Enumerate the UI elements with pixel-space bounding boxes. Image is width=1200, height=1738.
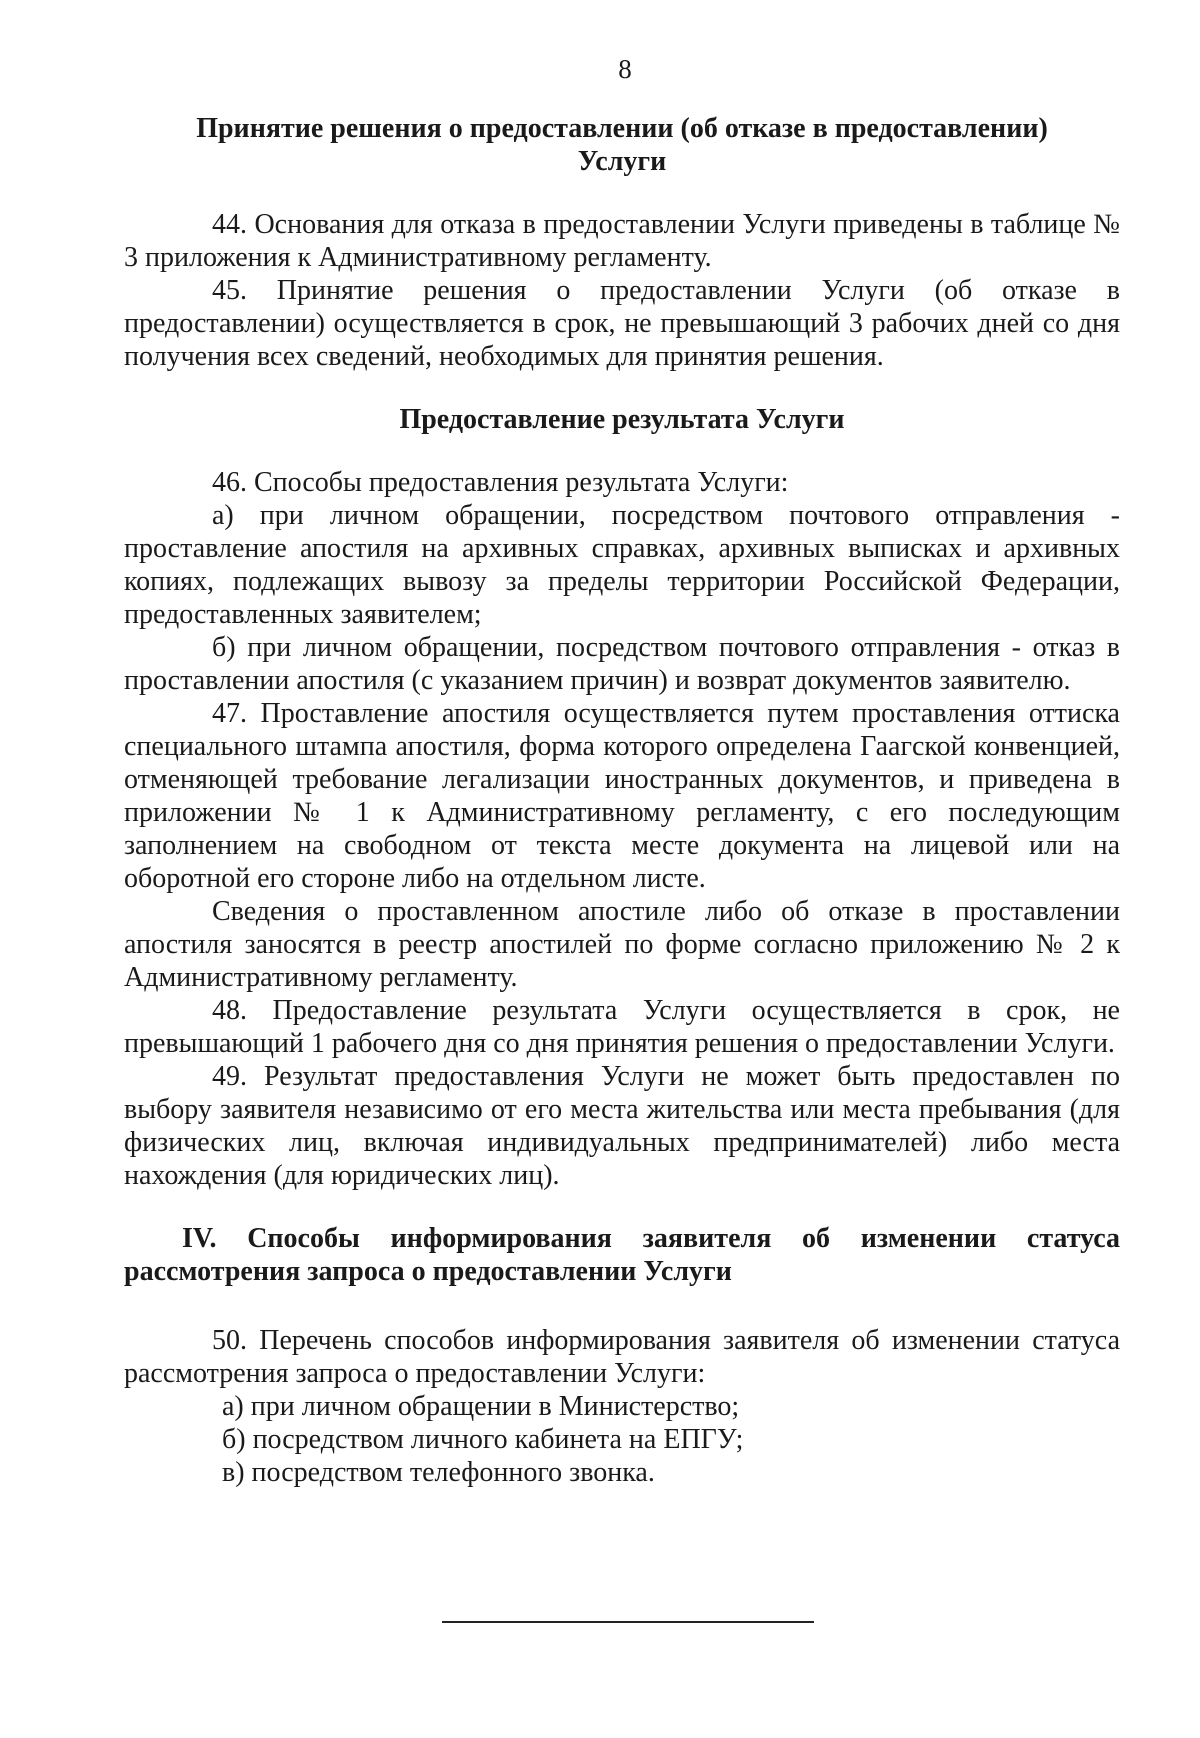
page-number: 8: [618, 54, 632, 84]
paragraph-46: 46. Способы предоставления результата Услуги:: [212, 467, 789, 498]
heading-line: IV. Способы информирования заявителя об изменении статуса: [182, 1223, 1120, 1254]
paragraph-49: 49. Результат предоставления Услуги не может быть предоставлен по выбору заявителя независимо от его места жительства или места пребывания (для физических лиц, включая индивидуальных предпринимателей) либо места нахождения (для юридических лиц).: [124, 1061, 1120, 1191]
paragraph-45: 45. Принятие решения о предоставлении Услуги (об отказе в предоставлении) осуществляется в срок, не превышающий 3 рабочих дней со дня получения всех сведений, необходимых для принятия решения.: [124, 275, 1120, 372]
list-item: а) при личном обращении в Министерство;: [222, 1391, 740, 1422]
section-heading-result: Предоставление результата Услуги: [399, 404, 845, 435]
paragraph-44: 44. Основания для отказа в предоставлении Услуги приведены в таблице № 3 приложения к Административному регламенту.: [124, 209, 1120, 273]
document-body: [124, 112, 1120, 1489]
paragraph-47-registry: Сведения о проставленном апостиле либо об отказе в проставлении апостиля заносятся в реестр апостилей по форме согласно приложению № 2 к Административному регламенту.: [124, 896, 1120, 993]
heading-line: Принятие решения о предоставлении (об отказе в предоставлении): [196, 113, 1048, 144]
closing-divider: [442, 1621, 814, 1623]
section-heading-iv: [124, 1222, 1120, 1288]
list-item: б) посредством личного кабинета на ЕПГУ;: [222, 1424, 744, 1455]
paragraph-48: 48. Предоставление результата Услуги осуществляется в срок, не превышающий 1 рабочего дня со дня принятия решения о предоставлении Услуги.: [124, 995, 1120, 1059]
paragraph-46-b: б) при личном обращении, посредством почтового отправления - отказ в проставлении апостиля (с указанием причин) и возврат документов заявителю.: [124, 632, 1120, 696]
paragraph-50: 50. Перечень способов информирования заявителя об изменении статуса рассмотрения запроса о предоставлении Услуги:: [124, 1325, 1120, 1389]
list-item: в) посредством телефонного звонка.: [222, 1457, 655, 1488]
paragraph-47: 47. Проставление апостиля осуществляется путем проставления оттиска специального штампа апостиля, форма которого определена Гаагской конвенцией, отменяющей требование легализации иностранных документов, и приведена в приложении № 1 к Административному регламенту, с его последующим заполнением на свободном от текста месте документа на лицевой или на оборотной его стороне либо на отдельном листе.: [124, 698, 1120, 894]
heading-line: рассмотрения запроса о предоставлении Услуги: [124, 1256, 732, 1287]
heading-line: Услуги: [577, 146, 667, 177]
paragraph-46-a: а) при личном обращении, посредством почтового отправления - проставление апостиля на архивных справках, архивных выписках и архивных копиях, подлежащих вывозу за пределы территории Российской Федерации, предоставленных заявителем;: [124, 500, 1120, 630]
section-heading-decision: [124, 112, 1120, 178]
